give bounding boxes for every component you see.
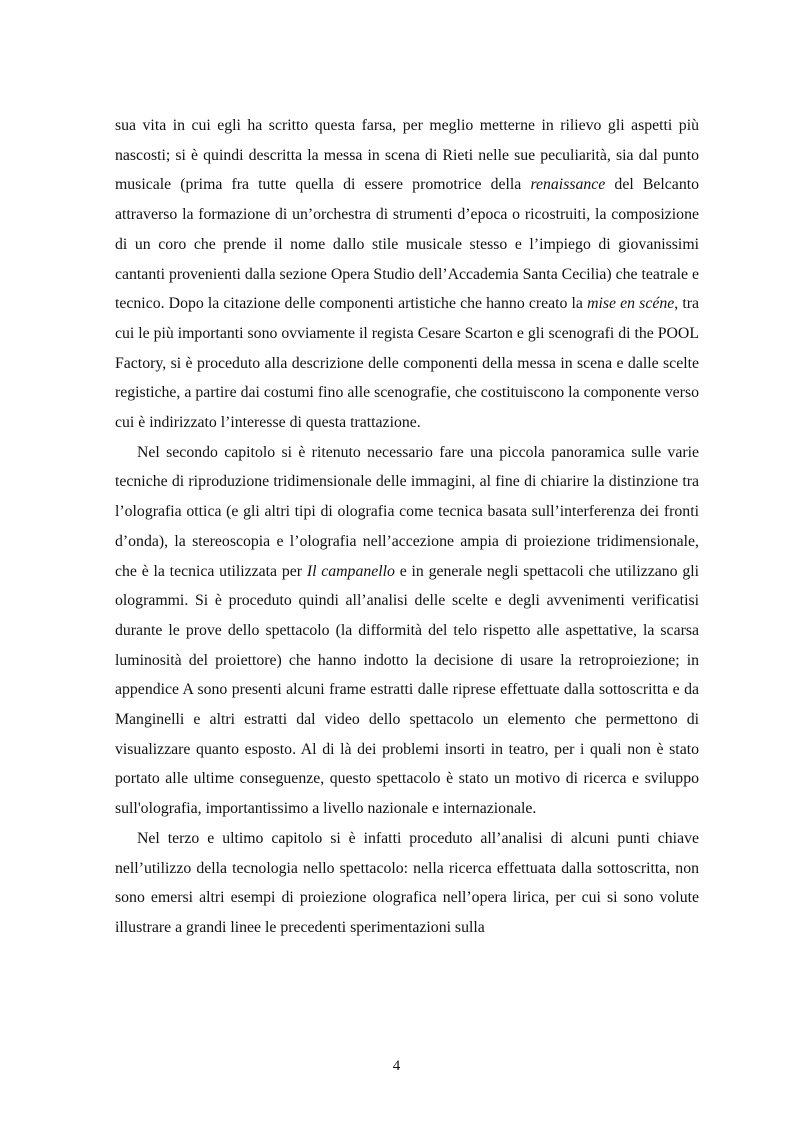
paragraph-3 bbox=[115, 824, 699, 943]
text-run: , tra cui le più importanti sono ovviamente il regista Cesare Scarton e gli scenografi di the POOL Factory, si è proceduto alla descrizione delle componenti della messa in scena e dalle scelte registiche, a partire dai costumi fino alle scenografie, che costituiscono la componente verso cui è indirizzato l’interesse di questa trattazione. bbox=[115, 295, 699, 432]
text-run: sua vita in cui egli ha scritto questa farsa, per meglio metterne in rilievo gli aspetti più nascosti; si è quindi descritta la messa in scena di Rieti nelle sue peculiarità, sia dal punto musicale (prima fra tutte quella di essere promotrice della bbox=[115, 117, 699, 194]
page-number: 4 bbox=[392, 1058, 401, 1074]
paragraph-1 bbox=[115, 111, 699, 438]
text-run: e in generale negli spettacoli che utilizzano gli ologrammi. Si è proceduto quindi all’analisi delle scelte e degli avvenimenti verificatisi durante le prove dello spettacolo (la difformità del telo rispetto alle aspettative, la scarsa luminosità del proiettore) che hanno indotto la decisione di usare la retroproiezione; in appendice A sono presenti alcuni frame estratti dalle riprese effettuate dalla sottoscritta e da Manginelli e altri estratti dal video dello spettacolo un elemento che permettono di visualizzare quanto esposto. Al di là dei problemi insorti in teatro, per i quali non è stato portato alle ultime conseguenze, questo spettacolo è stato un motivo di ricerca e sviluppo sull'olografia, importantissimo a livello nazionale e internazionale. bbox=[115, 562, 699, 818]
page-body bbox=[115, 111, 699, 943]
text-run: Nel secondo capitolo si è ritenuto necessario fare una piccola panoramica sulle varie tecniche di riproduzione tridimensionale delle immagini, al fine di chiarire la distinzione tra l’olografia ottica (e gli altri tipi di olografia come tecnica basata sull’interferenza dei fronti d’onda), la stereoscopia e l’olografia nell’accezione ampia di proiezione tridimensionale, che è la tecnica utilizzata per bbox=[115, 443, 699, 580]
paragraph-2 bbox=[115, 438, 699, 824]
italic-term-mise-en-scene: mise en scéne bbox=[587, 295, 675, 313]
italic-term-renaissance: renaissance bbox=[530, 176, 606, 194]
text-run: del Belcanto attraverso la formazione di un’orchestra di strumenti d’epoca o ricostruiti, la composizione di un coro che prende il nome dallo stile musicale stesso e l’impiego di giovanissimi cantanti provenienti dalla sezione Opera Studio dell’Accademia Santa Cecilia) che teatrale e tecnico. Dopo la citazione delle componenti artistiche che hanno creato la bbox=[115, 176, 699, 313]
text-run: Nel terzo e ultimo capitolo si è infatti proceduto all’analisi di alcuni punti chiave nell’utilizzo della tecnologia nello spettacolo: nella ricerca effettuata dalla sottoscritta, non sono emersi altri esempi di proiezione olografica nell’opera lirica, per cui si sono volute illustrare a grandi linee le precedenti sperimentazioni sulla bbox=[115, 829, 699, 936]
italic-title-il-campanello: Il campanello bbox=[306, 562, 395, 580]
